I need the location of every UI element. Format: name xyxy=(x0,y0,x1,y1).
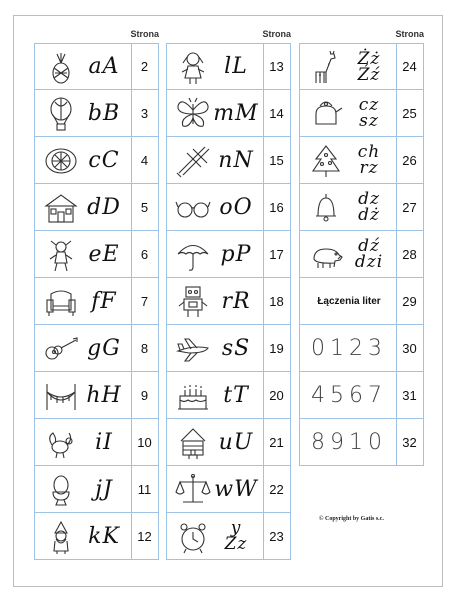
page-number: 5 xyxy=(140,199,149,215)
letter-pair xyxy=(344,190,394,224)
page-number: 27 xyxy=(402,199,417,215)
letter-pair xyxy=(344,143,394,177)
letter-pair: cC xyxy=(88,147,120,173)
letter-line: dzi xyxy=(354,252,384,272)
butterfly-icon xyxy=(175,96,211,132)
page-number: 32 xyxy=(402,434,417,450)
kettle-icon xyxy=(308,96,344,132)
letter-line: Źź xyxy=(357,64,381,85)
page-number: 7 xyxy=(140,293,149,309)
letter-pair: oO xyxy=(219,194,253,220)
page-number: 19 xyxy=(269,340,284,356)
index-row xyxy=(300,137,424,184)
index-row xyxy=(35,372,159,419)
index-row xyxy=(35,231,159,278)
column-header: Strona xyxy=(130,29,159,39)
index-row xyxy=(167,184,291,231)
letter-line: rz xyxy=(359,158,379,178)
index-row xyxy=(35,90,159,137)
letter-pair: bB xyxy=(87,100,121,126)
index-row xyxy=(300,90,424,137)
pineapple-icon xyxy=(43,50,79,86)
hive-icon xyxy=(175,425,211,461)
column-header: Strona xyxy=(262,29,291,39)
glasses-icon xyxy=(175,190,211,226)
skis-icon xyxy=(175,143,211,179)
letter-line: sz xyxy=(359,111,379,131)
page-number: 14 xyxy=(269,105,284,121)
page-number: 24 xyxy=(402,59,417,74)
egg-icon xyxy=(43,472,79,508)
letter-pair: tT xyxy=(223,382,249,408)
letter-pair: pP xyxy=(220,241,252,267)
tree-icon xyxy=(308,143,344,179)
page-number: 9 xyxy=(140,387,149,403)
index-row xyxy=(35,278,159,325)
index-row xyxy=(167,278,291,325)
turkey-icon xyxy=(43,425,79,461)
letter-pair xyxy=(344,50,394,83)
hammock-icon xyxy=(43,378,79,414)
index-row xyxy=(167,231,291,278)
index-row xyxy=(167,90,291,137)
page-number: 30 xyxy=(402,340,417,356)
page-number: 6 xyxy=(140,246,149,262)
page-number: 17 xyxy=(269,246,284,262)
letter-line: dż xyxy=(358,205,380,225)
page-number: 20 xyxy=(269,387,284,403)
letter-pair: jJ xyxy=(95,476,113,502)
index-row xyxy=(35,137,159,184)
gnome-icon xyxy=(43,519,79,555)
page-number: 2 xyxy=(140,59,149,74)
letter-pair: uU xyxy=(218,429,254,455)
letter-line: ch xyxy=(357,142,381,162)
armchair-icon xyxy=(43,284,79,320)
letter-pair: kK xyxy=(88,523,120,549)
letter-pair xyxy=(344,237,394,271)
index-row xyxy=(35,513,159,560)
guitar-icon xyxy=(43,331,79,367)
letter-pair xyxy=(211,519,261,553)
elf-icon xyxy=(43,237,79,273)
letter-pair xyxy=(344,96,394,130)
letter-pair: nN xyxy=(218,147,254,173)
letter-pair: dD xyxy=(87,194,121,220)
index-row xyxy=(35,325,159,372)
index-row xyxy=(167,466,291,513)
page-number: 22 xyxy=(269,481,284,497)
clock-icon xyxy=(175,519,211,555)
page-number: 28 xyxy=(402,246,417,262)
index-row xyxy=(300,419,424,466)
giraffe-icon xyxy=(308,50,344,86)
index-row xyxy=(167,325,291,372)
index-row xyxy=(35,419,159,466)
balloon-icon xyxy=(43,96,79,132)
house-icon xyxy=(43,190,79,226)
index-row xyxy=(300,372,424,419)
letter-pair: gG xyxy=(87,335,121,361)
page-number: 10 xyxy=(137,434,152,450)
letter-pair: fF xyxy=(91,288,117,314)
umbrella-icon xyxy=(175,237,211,273)
page-number: 15 xyxy=(269,152,284,168)
index-row xyxy=(167,419,291,466)
airplane-icon xyxy=(175,331,211,367)
page-number: 11 xyxy=(137,481,152,497)
index-row xyxy=(300,278,424,325)
column-header: Strona xyxy=(395,29,424,39)
page-number: 13 xyxy=(269,59,284,74)
page-number: 18 xyxy=(269,293,284,309)
index-row xyxy=(167,513,291,560)
letter-pair: sS xyxy=(221,335,251,361)
page-number: 4 xyxy=(140,152,149,168)
cake-icon xyxy=(175,378,211,414)
page-number: 29 xyxy=(402,293,417,309)
digit-sequence: 0123 xyxy=(311,335,387,361)
page-number: 25 xyxy=(402,105,417,121)
column-1 xyxy=(34,29,159,560)
page-number: 16 xyxy=(269,199,284,215)
index-row xyxy=(167,137,291,184)
letter-pair: hH xyxy=(86,382,122,408)
index-row xyxy=(300,184,424,231)
column-3 xyxy=(299,29,424,466)
index-row xyxy=(300,231,424,278)
index-row xyxy=(167,43,291,90)
letter-line: cz xyxy=(358,95,380,115)
letter-pair: wW xyxy=(214,476,258,502)
letter-line: dz xyxy=(358,189,380,209)
lemon-icon xyxy=(43,143,79,179)
page-number: 3 xyxy=(140,105,149,121)
section-label: Łączenia liter xyxy=(317,295,381,307)
letter-pair: lL xyxy=(224,54,248,79)
letter-line: Żż xyxy=(357,48,381,69)
letter-pair: mM xyxy=(213,100,259,126)
page-number: 23 xyxy=(269,528,284,544)
column-2 xyxy=(166,29,291,560)
robot-icon xyxy=(175,284,211,320)
index-row xyxy=(35,184,159,231)
page-number: 31 xyxy=(402,387,417,403)
copyright-note: © Copyright by Gatis s.c. xyxy=(319,516,384,522)
letter-line: Zz xyxy=(224,534,248,554)
letter-pair: rR xyxy=(221,288,251,314)
boar-icon xyxy=(308,237,344,273)
index-row xyxy=(300,43,424,90)
doll-icon xyxy=(175,50,211,86)
digit-sequence: 8910 xyxy=(311,429,387,455)
index-row xyxy=(35,466,159,513)
letter-pair: iI xyxy=(95,429,113,455)
bell-icon xyxy=(308,190,344,226)
page-number: 12 xyxy=(137,528,152,544)
letter-pair: eE xyxy=(88,241,120,267)
index-row xyxy=(300,325,424,372)
index-row xyxy=(35,43,159,90)
scales-icon xyxy=(175,472,211,508)
page-number: 26 xyxy=(402,152,417,168)
page-number: 8 xyxy=(140,340,149,356)
letter-line: dź xyxy=(358,236,380,256)
index-row xyxy=(167,372,291,419)
page-number: 21 xyxy=(269,434,284,450)
digit-sequence: 4567 xyxy=(311,382,387,408)
letter-pair: aA xyxy=(88,54,120,79)
letter-line: y xyxy=(230,518,242,538)
